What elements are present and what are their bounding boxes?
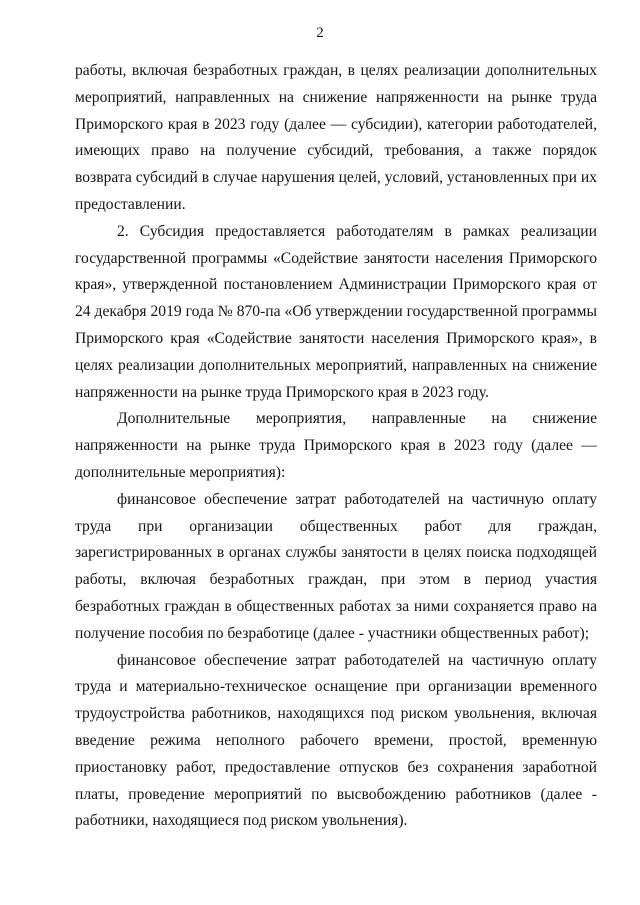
paragraph-additional-measures: Дополнительные мероприятия, направленные на снижение напряженности на рынке труда Приморского края в 2023 году (далее — дополнительные мероприятия): [75, 410, 597, 481]
document-body [75, 58, 597, 835]
paragraph-public-works: финансовое обеспечение затрат работодателей на частичную оплату труда при организации общественных работ для граждан, зарегистрированных в органах службы занятости в целях поиска подходящей работы, включая безработных граждан, при этом в период участия безработных граждан в общественных работах за ними сохраняется право на получение пособия по безработице (далее - участники общественных работ); [75, 490, 597, 642]
paragraph-subsidy-program: 2. Субсидия предоставляется работодателям в рамках реализации государственной программы «Содействие занятости населения Приморского края», утвержденной постановлением Администрации Приморского края от 24 декабря 2019 года № 870-па «Об утверждении государственной программы Приморского края «Содействие занятости населения Приморского края», в целях реализации дополнительных мероприятий, направленных на снижение напряженности на рынке труда Приморского края в 2023 году. [75, 222, 597, 401]
paragraph-temporary-employment: финансовое обеспечение затрат работодателей на частичную оплату труда и материально-техническое оснащение при организации временного трудоустройства работников, находящихся под риском увольнения, включая введение режима неполного рабочего времени, простой, временную приостановку работ, предоставление отпусков без сохранения заработной платы, проведение мероприятий по высвобождению работников (далее - работники, находящиеся под риском увольнения). [75, 651, 597, 830]
paragraph-continuation: работы, включая безработных граждан, в целях реализации дополнительных мероприятий, направленных на снижение напряженности на рынке труда Приморского края в 2023 году (далее — субсидии), категории работодателей, имеющих право на получение субсидий, требования, а также порядок возврата субсидий в случае нарушения целей, условий, установленных при их предоставлении. [75, 62, 597, 213]
page-number: 2 [316, 25, 324, 41]
